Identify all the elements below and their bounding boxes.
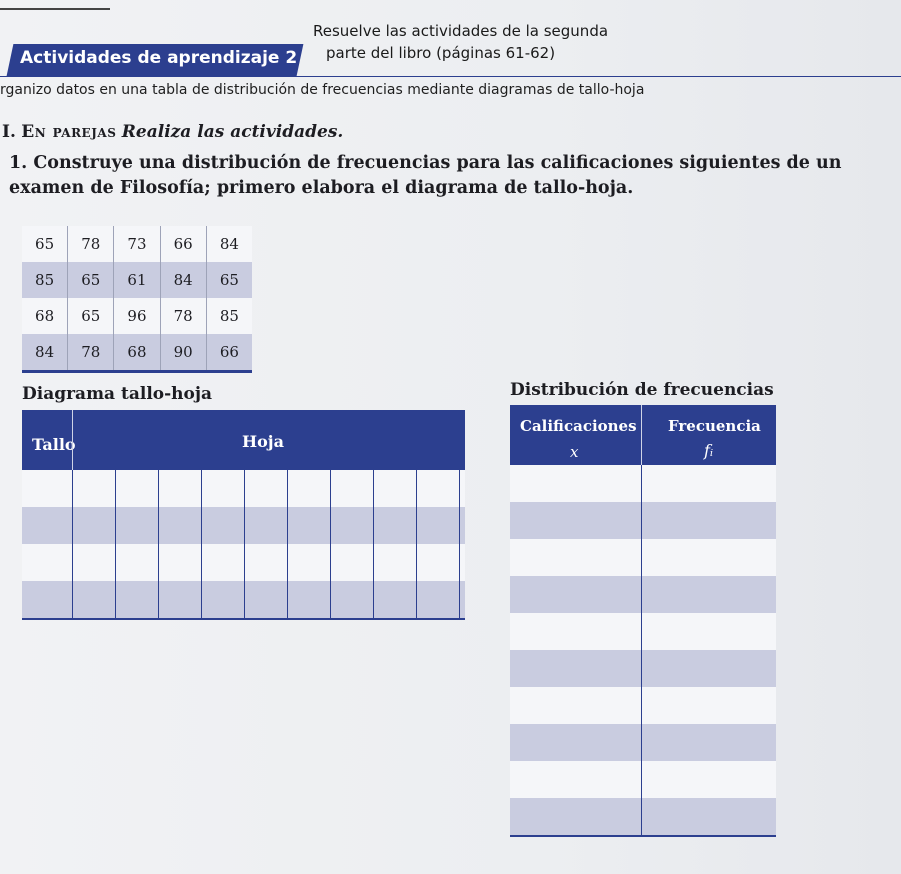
score-cell: 78 <box>68 334 114 372</box>
score-cell: 65 <box>68 298 114 334</box>
stem-leaf-row <box>22 544 465 581</box>
leaf-cell[interactable] <box>72 470 115 507</box>
page-subtitle: rganizo datos en una tabla de distribución de frecuencias mediante diagramas de tallo-hoja <box>0 82 645 98</box>
frequency-row[interactable] <box>510 465 776 502</box>
leaf-cell[interactable] <box>330 544 373 581</box>
scores-row <box>22 262 252 298</box>
instruction-line-2: parte del libro (páginas 61-62) <box>326 44 556 62</box>
frequency-title: Distribución de frecuencias <box>510 380 774 400</box>
frequency-row[interactable] <box>510 687 776 724</box>
scores-table <box>22 226 252 373</box>
score-cell: 85 <box>206 298 252 334</box>
score-cell: 66 <box>206 334 252 372</box>
leaf-cell[interactable] <box>158 581 201 618</box>
score-cell: 68 <box>114 334 160 372</box>
frequency-row[interactable] <box>510 539 776 576</box>
scores-row <box>22 226 252 262</box>
leaf-cell[interactable] <box>244 544 287 581</box>
leaf-cell[interactable] <box>244 507 287 544</box>
leaf-cell[interactable] <box>72 544 115 581</box>
leaf-cell[interactable] <box>158 470 201 507</box>
score-cell: 73 <box>114 226 160 262</box>
score-cell: 65 <box>22 226 68 262</box>
leaf-cell[interactable] <box>416 544 459 581</box>
leaf-cell[interactable] <box>201 544 244 581</box>
leaf-cell[interactable] <box>330 470 373 507</box>
stem-leaf-row <box>22 581 465 618</box>
leaf-cell[interactable] <box>373 470 416 507</box>
score-cell: 61 <box>114 262 160 298</box>
leaf-cell[interactable] <box>201 581 244 618</box>
stem-leaf-row <box>22 507 465 544</box>
score-cell: 84 <box>160 262 206 298</box>
stem-leaf-row <box>22 470 465 507</box>
leaf-cell[interactable] <box>373 581 416 618</box>
scores-column-symbol: x <box>570 443 579 461</box>
frequency-row[interactable] <box>510 502 776 539</box>
header-rule <box>0 76 901 77</box>
frequency-row[interactable] <box>510 576 776 613</box>
scores-row <box>22 334 252 372</box>
top-divider <box>0 8 110 10</box>
leaf-cell[interactable] <box>287 581 330 618</box>
frequency-row[interactable] <box>510 761 776 798</box>
frequency-row[interactable] <box>510 798 776 835</box>
leaf-cell[interactable] <box>115 507 158 544</box>
section-heading <box>2 122 343 142</box>
score-cell: 90 <box>160 334 206 372</box>
score-cell: 84 <box>22 334 68 372</box>
leaf-cell[interactable] <box>373 544 416 581</box>
frequency-row[interactable] <box>510 650 776 687</box>
section-instruction: Realiza las actividades. <box>121 122 344 142</box>
score-cell: 85 <box>22 262 68 298</box>
score-cell: 65 <box>206 262 252 298</box>
score-cell: 68 <box>22 298 68 334</box>
leaf-cell[interactable] <box>158 507 201 544</box>
scores-column-header: Calificaciones <box>520 417 637 435</box>
leaf-cell[interactable] <box>287 544 330 581</box>
leaf-cell[interactable] <box>287 507 330 544</box>
leaf-cell[interactable] <box>201 470 244 507</box>
leaf-cell[interactable] <box>115 581 158 618</box>
score-cell: 66 <box>160 226 206 262</box>
leaf-cell[interactable] <box>330 581 373 618</box>
stem-column-header: Tallo <box>32 435 76 454</box>
question-text: Construye una distribución de frecuencias para las calificaciones siguientes de un examen de Filosofía; primero elabora el diagrama de tallo-hoja. <box>9 153 842 198</box>
score-cell: 96 <box>114 298 160 334</box>
score-cell: 84 <box>206 226 252 262</box>
leaf-cell[interactable] <box>72 507 115 544</box>
score-cell: 78 <box>68 226 114 262</box>
section-number: I. <box>2 122 16 142</box>
leaf-cell[interactable] <box>287 470 330 507</box>
leaf-cell[interactable] <box>416 581 459 618</box>
leaf-cell[interactable] <box>244 470 287 507</box>
frequency-header <box>510 405 776 465</box>
stem-leaf-table <box>22 410 465 620</box>
question-number: 1. <box>9 153 28 173</box>
frequency-row[interactable] <box>510 613 776 650</box>
leaf-column-header: Hoja <box>242 432 284 451</box>
stem-leaf-header <box>22 410 465 470</box>
frequency-table <box>510 405 776 837</box>
leaf-cell[interactable] <box>115 544 158 581</box>
leaf-cell[interactable] <box>244 581 287 618</box>
leaf-cell[interactable] <box>115 470 158 507</box>
frequency-row[interactable] <box>510 724 776 761</box>
leaf-cell[interactable] <box>201 507 244 544</box>
question-1 <box>9 151 889 201</box>
leaf-cell[interactable] <box>330 507 373 544</box>
leaf-cell[interactable] <box>416 470 459 507</box>
instruction-line-1: Resuelve las actividades de la segunda <box>313 22 609 40</box>
stem-cell[interactable] <box>22 507 72 544</box>
leaf-cell[interactable] <box>158 544 201 581</box>
stem-cell[interactable] <box>22 581 72 618</box>
section-mode: En parejas <box>21 122 117 142</box>
scores-row <box>22 298 252 334</box>
frequency-column-symbol: fᵢ <box>704 441 714 460</box>
leaf-cell[interactable] <box>72 581 115 618</box>
stem-leaf-title: Diagrama tallo-hoja <box>22 384 213 404</box>
frequency-column-header: Frecuencia <box>668 417 761 435</box>
leaf-cell[interactable] <box>416 507 459 544</box>
banner-title: Actividades de aprendizaje 2 <box>20 48 298 68</box>
stem-cell[interactable] <box>22 544 72 581</box>
score-cell: 78 <box>160 298 206 334</box>
leaf-cell[interactable] <box>373 507 416 544</box>
stem-cell[interactable] <box>22 470 72 507</box>
score-cell: 65 <box>68 262 114 298</box>
